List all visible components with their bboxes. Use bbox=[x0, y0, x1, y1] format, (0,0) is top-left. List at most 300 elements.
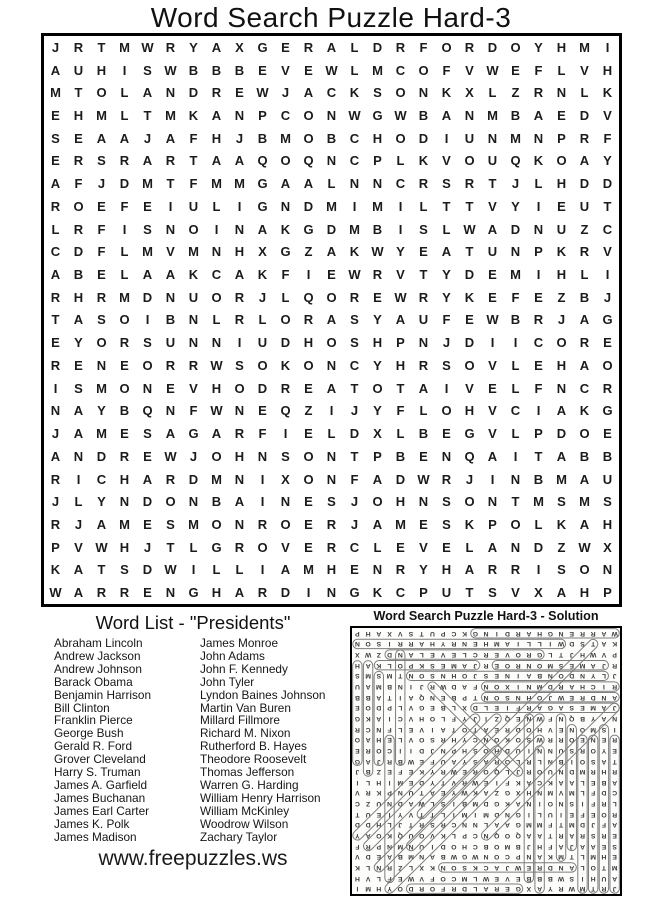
grid-letter: T bbox=[603, 198, 612, 214]
grid-letter: B bbox=[354, 693, 360, 701]
grid-letter: E bbox=[590, 778, 596, 786]
grid-letter: N bbox=[483, 683, 489, 691]
grid-letter: D bbox=[349, 426, 360, 442]
grid-letter: E bbox=[494, 704, 500, 712]
grid-letter: I bbox=[549, 640, 552, 648]
grid-letter: R bbox=[612, 736, 618, 744]
grid-letter: H bbox=[429, 640, 435, 648]
grid-letter: I bbox=[53, 380, 58, 396]
grid-letter: H bbox=[354, 874, 360, 882]
grid-letter: N bbox=[556, 85, 567, 101]
solution-word-mark bbox=[535, 746, 544, 893]
grid-letter: N bbox=[326, 585, 337, 601]
grid-letter: O bbox=[451, 863, 457, 871]
grid-letter: F bbox=[591, 800, 596, 808]
grid-letter: M bbox=[142, 176, 153, 192]
grid-letter: O bbox=[429, 714, 436, 722]
grid-letter: L bbox=[580, 853, 585, 861]
grid-letter: P bbox=[373, 448, 382, 464]
grid-letter: M bbox=[504, 842, 511, 850]
grid-letter: D bbox=[372, 39, 383, 55]
grid-letter: X bbox=[515, 789, 521, 797]
grid-letter: M bbox=[590, 725, 597, 733]
grid-letter: E bbox=[376, 810, 382, 818]
grid-letter: W bbox=[210, 357, 223, 373]
grid-letter: Y bbox=[373, 403, 382, 419]
grid-letter: K bbox=[354, 863, 360, 871]
grid-letter: B bbox=[515, 842, 521, 850]
grid-letter: I bbox=[495, 778, 498, 786]
grid-letter: A bbox=[579, 516, 590, 532]
grid-letter: W bbox=[164, 448, 177, 464]
grid-letter: E bbox=[327, 267, 336, 283]
grid-letter: X bbox=[419, 863, 424, 871]
grid-letter: A bbox=[612, 693, 618, 701]
grid-letter: I bbox=[237, 335, 242, 351]
grid-letter: E bbox=[569, 693, 575, 701]
grid-letter: P bbox=[258, 108, 267, 124]
grid-letter: K bbox=[349, 244, 360, 260]
grid-letter: C bbox=[451, 874, 457, 882]
grid-letter: T bbox=[465, 244, 474, 260]
grid-letter: I bbox=[410, 683, 412, 691]
word-list-item: Franklin Pierce bbox=[54, 713, 133, 728]
grid-letter: J bbox=[603, 289, 612, 305]
grid-letter: S bbox=[376, 640, 382, 648]
grid-letter: I bbox=[76, 471, 81, 487]
grid-letter: G bbox=[354, 757, 361, 765]
grid-letter: B bbox=[483, 842, 489, 850]
grid-letter: U bbox=[408, 789, 414, 797]
word-list-item: James Buchanan bbox=[54, 790, 146, 805]
grid-letter: A bbox=[537, 885, 543, 893]
grid-letter: U bbox=[440, 757, 446, 765]
word-list-item: Thomas Jefferson bbox=[200, 765, 295, 780]
grid-letter: S bbox=[580, 640, 585, 648]
grid-letter: R bbox=[234, 289, 245, 305]
grid-letter: D bbox=[395, 471, 406, 487]
grid-letter: G bbox=[303, 221, 314, 237]
grid-letter: O bbox=[303, 357, 314, 373]
grid-letter: B bbox=[326, 130, 337, 146]
grid-letter: O bbox=[303, 471, 314, 487]
grid-letter: F bbox=[97, 221, 106, 237]
grid-letter: O bbox=[257, 539, 268, 555]
grid-letter: V bbox=[189, 380, 198, 396]
grid-letter: I bbox=[260, 494, 265, 510]
grid-letter: O bbox=[211, 448, 222, 464]
solution-word-mark bbox=[372, 744, 503, 874]
grid-letter: P bbox=[462, 832, 467, 839]
grid-letter: I bbox=[388, 640, 391, 648]
grid-letter: N bbox=[418, 494, 429, 510]
word-list-item: John Adams bbox=[200, 648, 265, 663]
grid-letter: L bbox=[327, 426, 336, 442]
grid-letter: R bbox=[526, 651, 532, 659]
grid-letter: E bbox=[355, 704, 360, 712]
grid-letter: D bbox=[464, 267, 475, 283]
grid-letter: U bbox=[365, 810, 371, 818]
grid-letter: E bbox=[442, 426, 451, 442]
grid-letter: S bbox=[483, 672, 489, 680]
grid-letter: I bbox=[122, 62, 127, 78]
grid-letter: V bbox=[419, 874, 424, 882]
grid-letter: T bbox=[451, 725, 456, 733]
grid-letter: J bbox=[419, 683, 424, 691]
grid-letter: A bbox=[441, 244, 452, 260]
grid-letter: L bbox=[350, 62, 359, 78]
grid-letter: B bbox=[526, 874, 532, 882]
grid-letter: N bbox=[397, 683, 403, 691]
grid-letter: R bbox=[50, 198, 61, 214]
grid-letter: W bbox=[536, 736, 543, 744]
grid-letter: T bbox=[511, 494, 520, 510]
grid-letter: W bbox=[418, 800, 425, 808]
grid-letter: H bbox=[579, 585, 590, 601]
grid-letter: A bbox=[612, 874, 618, 882]
grid-letter: L bbox=[511, 380, 520, 396]
grid-letter: D bbox=[419, 778, 425, 786]
grid-letter: L bbox=[398, 725, 403, 733]
grid-letter: S bbox=[51, 130, 60, 146]
grid-letter: O bbox=[365, 704, 371, 712]
grid-letter: C bbox=[349, 357, 360, 373]
solution-word-mark bbox=[406, 884, 522, 893]
grid-letter: M bbox=[461, 874, 468, 882]
grid-letter: A bbox=[505, 640, 510, 648]
grid-letter: Q bbox=[569, 714, 575, 722]
grid-letter: H bbox=[211, 130, 222, 146]
grid-letter: O bbox=[579, 426, 590, 442]
grid-letter: L bbox=[516, 757, 521, 765]
grid-letter: L bbox=[580, 863, 585, 871]
word-list-item: William Henry Harrison bbox=[200, 790, 321, 805]
grid-letter: Z bbox=[376, 651, 381, 659]
grid-letter: R bbox=[580, 629, 585, 637]
grid-letter: L bbox=[511, 357, 520, 373]
grid-letter: I bbox=[283, 426, 288, 442]
grid-letter: R bbox=[418, 176, 429, 192]
grid-letter: T bbox=[534, 448, 543, 464]
grid-letter: S bbox=[355, 672, 360, 680]
grid-letter: H bbox=[376, 885, 382, 893]
grid-letter: A bbox=[372, 516, 383, 532]
grid-letter: E bbox=[534, 289, 543, 305]
grid-letter: A bbox=[569, 683, 575, 691]
grid-letter: Y bbox=[430, 768, 435, 776]
grid-letter: H bbox=[395, 357, 406, 373]
grid-letter: C bbox=[472, 832, 478, 839]
grid-letter: M bbox=[579, 768, 586, 776]
grid-letter: N bbox=[372, 176, 383, 192]
grid-letter: D bbox=[579, 176, 590, 192]
grid-letter: S bbox=[442, 357, 451, 373]
grid-letter: W bbox=[568, 885, 575, 893]
grid-letter: L bbox=[366, 778, 371, 786]
grid-letter: F bbox=[505, 778, 510, 786]
grid-letter: M bbox=[349, 221, 360, 237]
grid-letter: G bbox=[515, 821, 521, 829]
word-list-title: Word List - "Presidents" bbox=[95, 612, 291, 633]
grid-letter: A bbox=[612, 821, 618, 829]
grid-letter: T bbox=[166, 539, 175, 555]
grid-letter: B bbox=[165, 312, 176, 328]
grid-letter: E bbox=[120, 426, 129, 442]
grid-letter: S bbox=[558, 661, 564, 669]
grid-letter: T bbox=[558, 651, 564, 659]
grid-letter: W bbox=[611, 629, 618, 637]
grid-letter: E bbox=[387, 768, 392, 776]
grid-letter: I bbox=[260, 562, 265, 578]
grid-letter: O bbox=[602, 357, 613, 373]
grid-letter: O bbox=[165, 494, 176, 510]
grid-letter: G bbox=[602, 403, 613, 419]
grid-letter: T bbox=[601, 863, 606, 871]
grid-letter: O bbox=[257, 357, 268, 373]
grid-letter: F bbox=[430, 757, 435, 765]
grid-letter: G bbox=[602, 312, 613, 328]
grid-letter: L bbox=[396, 153, 405, 169]
grid-letter: N bbox=[533, 221, 544, 237]
grid-letter: R bbox=[580, 746, 585, 754]
grid-letter: E bbox=[558, 725, 564, 733]
grid-letter: O bbox=[569, 736, 575, 744]
grid-letter: P bbox=[419, 585, 428, 601]
grid-letter: S bbox=[430, 661, 435, 669]
grid-letter: N bbox=[601, 693, 607, 701]
grid-letter: D bbox=[464, 335, 475, 351]
grid-letter: R bbox=[419, 821, 425, 829]
grid-letter: O bbox=[504, 832, 511, 839]
grid-letter: M bbox=[579, 885, 586, 893]
grid-letter: C bbox=[612, 789, 618, 797]
grid-letter: X bbox=[534, 585, 543, 601]
grid-letter: A bbox=[211, 39, 222, 55]
grid-letter: D bbox=[602, 176, 613, 192]
grid-letter: M bbox=[365, 672, 371, 680]
grid-letter: L bbox=[526, 640, 531, 648]
grid-letter: A bbox=[612, 778, 618, 786]
grid-letter: O bbox=[601, 810, 607, 818]
grid-letter: A bbox=[556, 403, 567, 419]
grid-letter: S bbox=[569, 800, 575, 808]
grid-letter: Y bbox=[451, 789, 457, 797]
grid-letter: Z bbox=[304, 244, 313, 260]
grid-letter: J bbox=[430, 746, 435, 754]
grid-letter: T bbox=[350, 380, 359, 396]
grid-letter: T bbox=[419, 629, 424, 637]
grid-letter: O bbox=[96, 85, 107, 101]
grid-letter: U bbox=[556, 221, 567, 237]
grid-letter: A bbox=[234, 267, 245, 283]
grid-letter: Y bbox=[419, 562, 428, 578]
grid-letter: L bbox=[120, 108, 129, 124]
grid-letter: L bbox=[120, 244, 129, 260]
grid-letter: A bbox=[601, 629, 607, 637]
grid-letter: F bbox=[189, 176, 198, 192]
grid-letter: R bbox=[510, 562, 521, 578]
grid-letter: B bbox=[580, 714, 585, 722]
grid-letter: N bbox=[376, 863, 382, 871]
grid-letter: D bbox=[580, 821, 585, 829]
grid-letter: R bbox=[579, 130, 590, 146]
grid-letter: N bbox=[483, 629, 489, 637]
grid-letter: I bbox=[536, 562, 541, 578]
grid-letter: D bbox=[547, 863, 553, 871]
word-list-item: Richard M. Nixon bbox=[200, 726, 291, 741]
grid-letter: L bbox=[537, 757, 542, 765]
grid-letter: R bbox=[50, 516, 61, 532]
grid-letter: I bbox=[581, 874, 584, 882]
grid-letter: H bbox=[372, 130, 383, 146]
grid-letter: L bbox=[473, 874, 478, 882]
grid-letter: E bbox=[590, 810, 596, 818]
grid-letter: A bbox=[142, 85, 153, 101]
grid-letter: L bbox=[462, 651, 467, 659]
grid-letter: A bbox=[569, 778, 575, 786]
grid-letter: O bbox=[558, 672, 564, 680]
grid-letter: O bbox=[326, 289, 337, 305]
grid-letter: R bbox=[558, 736, 564, 744]
grid-letter: C bbox=[451, 821, 457, 829]
grid-letter: A bbox=[142, 471, 153, 487]
grid-letter: R bbox=[397, 640, 403, 648]
grid-letter: A bbox=[483, 789, 489, 797]
grid-letter: E bbox=[430, 704, 435, 712]
grid-letter: B bbox=[602, 448, 613, 464]
grid-letter: R bbox=[602, 380, 613, 396]
grid-letter: N bbox=[419, 853, 425, 861]
grid-letter: O bbox=[303, 448, 314, 464]
grid-letter: B bbox=[234, 62, 245, 78]
grid-letter: R bbox=[387, 863, 392, 871]
grid-letter: A bbox=[372, 471, 383, 487]
grid-letter: G bbox=[419, 704, 425, 712]
grid-letter: H bbox=[419, 714, 425, 722]
grid-letter: H bbox=[483, 640, 489, 648]
grid-letter: O bbox=[142, 357, 153, 373]
grid-letter: Y bbox=[442, 267, 451, 283]
grid-letter: N bbox=[510, 244, 521, 260]
grid-letter: H bbox=[556, 39, 567, 55]
grid-letter: C bbox=[505, 853, 510, 861]
grid-letter: J bbox=[143, 130, 152, 146]
grid-letter: U bbox=[418, 312, 429, 328]
grid-letter: L bbox=[398, 736, 403, 744]
grid-letter: I bbox=[474, 810, 477, 818]
grid-letter: U bbox=[188, 198, 199, 214]
grid-letter: R bbox=[395, 562, 406, 578]
grid-letter: O bbox=[96, 335, 107, 351]
grid-letter: Y bbox=[189, 39, 198, 55]
grid-letter: I bbox=[485, 714, 487, 722]
grid-letter: O bbox=[547, 800, 553, 808]
grid-letter: H bbox=[602, 516, 613, 532]
grid-letter: R bbox=[494, 757, 500, 765]
grid-letter: A bbox=[487, 448, 498, 464]
grid-letter: A bbox=[556, 448, 567, 464]
grid-letter: A bbox=[50, 448, 61, 464]
grid-letter: O bbox=[376, 746, 382, 754]
grid-letter: A bbox=[326, 380, 337, 396]
grid-letter: O bbox=[354, 736, 361, 744]
grid-letter: J bbox=[602, 661, 606, 669]
grid-letter: N bbox=[188, 335, 199, 351]
grid-letter: D bbox=[280, 585, 291, 601]
grid-letter: H bbox=[462, 746, 468, 754]
grid-letter: V bbox=[419, 539, 428, 555]
grid-letter: X bbox=[355, 651, 360, 659]
grid-letter: L bbox=[612, 800, 617, 808]
grid-letter: O bbox=[188, 221, 199, 237]
grid-letter: A bbox=[326, 39, 337, 55]
grid-letter: W bbox=[348, 267, 361, 283]
grid-letter: A bbox=[73, 585, 84, 601]
grid-letter: F bbox=[591, 789, 596, 797]
grid-letter: O bbox=[451, 842, 457, 850]
grid-letter: R bbox=[451, 885, 457, 893]
grid-letter: A bbox=[487, 221, 498, 237]
grid-letter: W bbox=[461, 789, 468, 797]
grid-letter: B bbox=[537, 874, 543, 882]
grid-letter: E bbox=[494, 651, 500, 659]
grid-letter: A bbox=[365, 832, 371, 839]
grid-letter: W bbox=[256, 85, 269, 101]
grid-letter: C bbox=[472, 736, 478, 744]
solution-word-mark bbox=[426, 680, 525, 778]
grid-letter: S bbox=[430, 821, 435, 829]
grid-letter: E bbox=[451, 651, 457, 659]
grid-letter: Y bbox=[462, 736, 467, 744]
grid-letter: T bbox=[488, 176, 497, 192]
grid-letter: M bbox=[142, 244, 153, 260]
grid-letter: I bbox=[168, 198, 173, 214]
grid-letter: Z bbox=[511, 85, 520, 101]
grid-letter: E bbox=[515, 874, 521, 882]
grid-letter: E bbox=[350, 562, 359, 578]
grid-letter: B bbox=[558, 757, 564, 765]
grid-letter: K bbox=[464, 516, 475, 532]
grid-letter: H bbox=[601, 853, 607, 861]
grid-letter: A bbox=[280, 176, 291, 192]
grid-letter: H bbox=[462, 842, 468, 850]
grid-letter: D bbox=[533, 539, 544, 555]
grid-letter: N bbox=[547, 746, 553, 754]
grid-letter: O bbox=[536, 693, 543, 701]
grid-letter: V bbox=[440, 651, 446, 659]
grid-letter: N bbox=[234, 516, 245, 532]
grid-letter: V bbox=[442, 153, 451, 169]
grid-letter: K bbox=[547, 853, 553, 861]
grid-letter: V bbox=[511, 585, 520, 601]
grid-letter: I bbox=[398, 221, 403, 237]
grid-letter: B bbox=[397, 853, 403, 861]
solution-word-mark bbox=[492, 661, 608, 670]
grid-letter: U bbox=[429, 629, 435, 637]
puzzle-grid bbox=[44, 36, 619, 604]
grid-letter: U bbox=[188, 289, 199, 305]
grid-letter: T bbox=[465, 585, 474, 601]
grid-letter: W bbox=[371, 244, 384, 260]
grid-letter: A bbox=[142, 153, 153, 169]
word-list-item: Zachary Taylor bbox=[200, 829, 278, 844]
grid-letter: F bbox=[189, 403, 198, 419]
grid-letter: B bbox=[365, 768, 371, 776]
word-list-item: George Bush bbox=[54, 726, 124, 741]
grid-letter: R bbox=[50, 289, 61, 305]
grid-letter: N bbox=[505, 810, 510, 818]
grid-letter: Y bbox=[440, 640, 446, 648]
